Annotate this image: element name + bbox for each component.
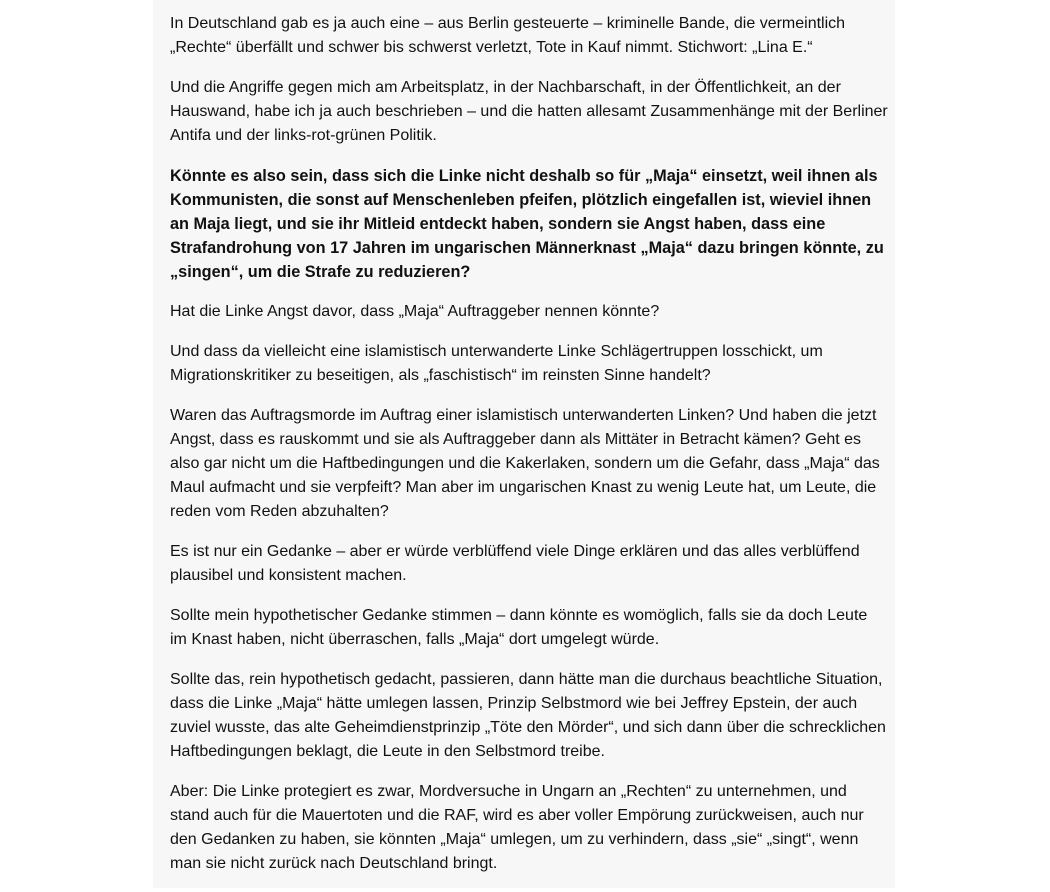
article-paragraph: Aber: Die Linke protegiert es zwar, Mordversuche in Ungarn an „Rechten“ zu unternehmen, und stand auch für die Mauertoten und die RAF, wird es aber voller Empörung zurückweisen, auch nur den Gedanken zu haben, sie könnten „Maja“ umlegen, um zu verhindern, dass „sie“ „singt“, wenn man sie nicht zurück nach Deutschland bringt. [170, 783, 864, 872]
article-paragraph: Es ist nur ein Gedanke – aber er würde verblüffend viele Dinge erklären und das alles verblüffend plausibel und konsistent machen. [170, 543, 860, 584]
article-paragraph-emphasis: Könnte es also sein, dass sich die Linke nicht deshalb so für „Maja“ einsetzt, weil ihnen als Kommunisten, die sonst auf Menschenleben pfeifen, plötzlich eingefallen ist, wieviel ihnen an Maja liegt, und sie ihr Mitleid entdeckt haben, sondern sie Angst haben, dass eine Strafandrohung von 17 Jahren im ungarischen Männerknast „Maja“ dazu bringen könnte, zu „singen“, um die Strafe zu reduzieren? [170, 167, 884, 281]
article-paragraph: Waren das Auftragsmorde im Auftrag einer islamistisch unterwanderten Linken? Und haben die jetzt Angst, dass es rauskommt und sie als Auftraggeber dann als Mittäter in Betracht kämen? Geht es also gar nicht um die Haftbedingungen und die Kakerlaken, sondern um die Gefahr, dass „Maja“ das Maul aufmacht und sie verpfeift? Man aber im ungarischen Knast zu wenig Leute hat, um Leute, die reden vom Reden abzuhalten? [170, 407, 880, 520]
article-paragraph: Sollte mein hypothetischer Gedanke stimmen – dann könnte es womöglich, falls sie da doch Leute im Knast haben, nicht überraschen, falls „Maja“ dort umgelegt würde. [170, 607, 868, 648]
article-paragraph: Hat die Linke Angst davor, dass „Maja“ Auftraggeber nennen könnte? [170, 303, 660, 320]
article-paragraph: Und dass da vielleicht eine islamistisch unterwanderte Linke Schlägertruppen losschickt, um Migrationskritiker zu beseitigen, als „faschistisch“ im reinsten Sinne handelt? [170, 343, 823, 384]
article-body [170, 12, 888, 892]
article-paragraph: Sollte das, rein hypothetisch gedacht, passieren, dann hätte man die durchaus beachtliche Situation, dass die Linke „Maja“ hätte umlegen lassen, Prinzip Selbstmord wie bei Jeffrey Epstein, der auch zuviel wusste, das alte Geheimdienstprinzip „Töte den Mörder“, und sich dann über die schrecklichen Haftbedingungen beklagt, die Leute in den Selbstmord treibe. [170, 671, 886, 760]
article-paragraph: In Deutschland gab es ja auch eine – aus Berlin gesteuerte – kriminelle Bande, die vermeintlich „Rechte“ überfällt und schwer bis schwerst verletzt, Tote in Kauf nimmt. Stichwort: „Lina E.“ [170, 15, 846, 56]
article-paragraph: Und die Angriffe gegen mich am Arbeitsplatz, in der Nachbarschaft, in der Öffentlichkeit, an der Hauswand, habe ich ja auch beschrieben – und die hatten allesamt Zusammenhänge mit der Berliner Antifa und der links-rot-grünen Politik. [170, 79, 888, 144]
